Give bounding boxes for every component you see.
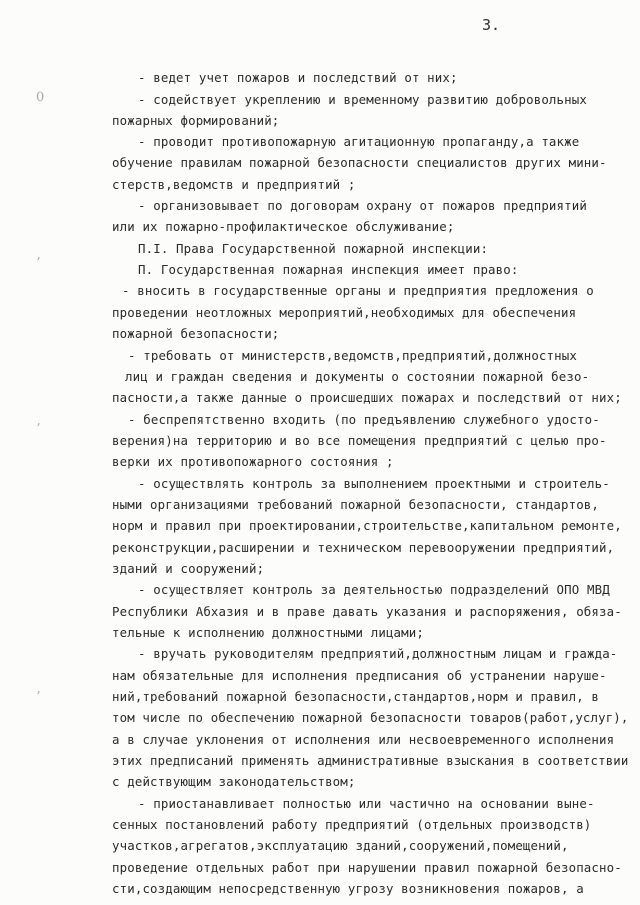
text-line: верки их противопожарного состояния ; (112, 454, 394, 469)
margin-mark: ʼ (36, 256, 41, 271)
text-line: Республики Абхазия и в праве давать указания и распоряжения, обяза- (112, 604, 622, 619)
text-line: реконструкции,расширении и техническом перевооружении предприятий, (112, 540, 615, 555)
text-line: ными организациями требований пожарной безопасности, стандартов, (112, 497, 600, 512)
text-line: участков,агрегатов,эксплуатацию зданий,сооружений,помещений, (112, 838, 569, 853)
margin-mark: 0 (36, 90, 45, 105)
section-heading: П. Государственная пожарная инспекция имеет право: (138, 262, 519, 277)
text-line: норм и правил при проектировании,строительстве,капитальном ремонте, (112, 518, 622, 533)
text-line: - осуществляет контроль за деятельностью подразделений ОПО МВД (138, 582, 610, 597)
text-line: тельные к исполнению должностными лицами; (112, 625, 425, 640)
text-line: верения)на территорию и во все помещения предприятий с целью про- (112, 433, 607, 448)
text-line: - беспрепятственно входить (по предъявлению служебного удосто- (128, 412, 600, 427)
text-line: ний,требований пожарной безопасности,стандартов,норм и правил, в (112, 689, 600, 704)
margin-mark: ʼ (36, 422, 41, 437)
text-line: проведении неотложных мероприятий,необходимых для обеспечения (112, 305, 577, 320)
text-line: - вручать руководителям предприятий,должностным лицам и гражда- (138, 646, 618, 661)
text-line: том числе по обеспечению пожарной безопасности товаров(работ,услуг), (112, 710, 629, 725)
text-line: зданий и сооружений; (112, 561, 265, 576)
text-line: сенных постановлений работу предприятий (отдельных производств) (112, 817, 592, 832)
text-line: пожарных формирований; (112, 113, 280, 128)
text-line: пожарной безопасности; (112, 326, 280, 341)
text-line: - осуществлять контроль за выполнением проектными и строитель- (138, 476, 610, 491)
text-line: сти,создающим непосредственную угрозу возникновения пожаров, а (112, 881, 584, 896)
text-line: - приостанавливает полностью или частично на основании выне- (138, 796, 595, 811)
text-line: пасности,а также данные о происшедших пожарах и последствий от них; (112, 390, 622, 405)
text-line: проведение отдельных работ при нарушении правил пожарной безопасно- (112, 860, 622, 875)
text-line: этих предписаний применять административные взыскания в соответствии (112, 753, 629, 768)
text-line: лиц и граждан сведения и документы о состоянии пожарной безо- (125, 369, 590, 384)
text-line: - организовывает по договорам охрану от пожаров предприятий (138, 198, 587, 213)
text-line: нам обязательные для исполнения предписания об устранении наруше- (112, 668, 607, 683)
text-line: с действующим законодательством; (112, 774, 356, 789)
text-line: - требовать от министерств,ведомств,предприятий,должностных (128, 348, 577, 363)
text-line: - проводит противопожарную агитационную пропаганду,а также (138, 134, 580, 149)
text-line: - содействует укреплению и временному развитию добровольных (138, 92, 587, 107)
text-line: а в случае уклонения от исполнения или несвоевременного исполнения (112, 732, 615, 747)
page-number: 3. (482, 16, 501, 34)
text-line: или их пожарно-профилактическое обслуживание; (112, 219, 455, 234)
margin-mark: ʼ (36, 690, 41, 705)
section-heading: П.I. Права Государственной пожарной инспекции: (138, 241, 489, 256)
text-line: - вносить в государственные органы и предприятия предложения о (122, 283, 594, 298)
text-line: стерств,ведомств и предприятий ; (112, 177, 356, 192)
text-line: обучение правилам пожарной безопасности специалистов других мини- (112, 155, 607, 170)
text-line: - ведет учет пожаров и последствий от них; (138, 70, 458, 85)
